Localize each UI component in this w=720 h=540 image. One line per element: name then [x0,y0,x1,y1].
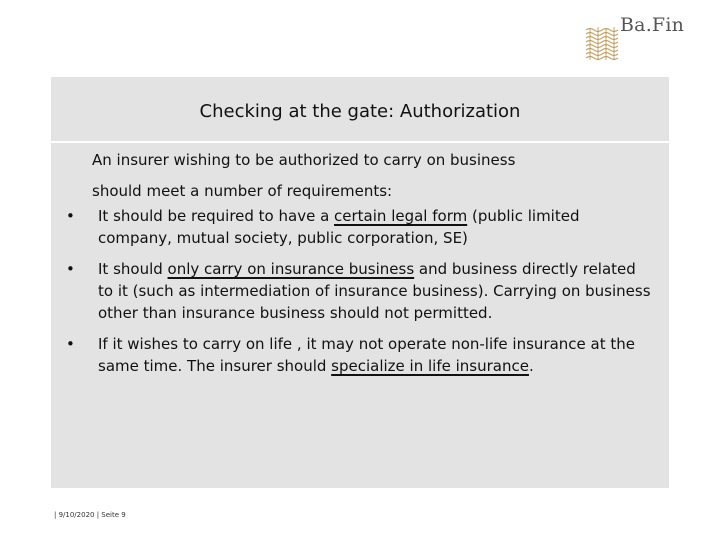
intro-line: An insurer wishing to be authorized to carry on business [92,151,516,169]
bullet-dot-icon: • [66,207,75,225]
bullet-text [98,258,654,324]
list-item [51,205,669,249]
bafin-logo [584,8,714,64]
bullet-text-segment: . [528,357,534,375]
emphasized-text: only carry on insurance business [167,260,415,278]
bullet-text-segment: If it wishes to carry on life , it may not operate non-life insurance at the same time. The insurer should [98,335,635,375]
slide-title: Checking at the gate: Authorization [199,101,521,122]
emphasized-text: specialize in life insurance [331,357,529,375]
slide-panel [51,77,669,488]
footer-page-info: | 9/10/2020 | Seite 9 [54,511,126,519]
bafin-logo-text: Ba.Fin [620,14,685,36]
list-item [51,258,669,324]
bafin-flag-icon [584,24,620,64]
bullet-dot-icon: • [66,335,75,353]
bullet-dot-icon: • [66,260,75,278]
intro-text [92,145,652,207]
bullet-text-segment: and business directly related to it (such as intermediation of insurance business). Carrying on business other than insurance business should not permitted. [98,260,651,322]
bullet-text-segment: It should be required to have a [98,207,335,225]
emphasized-text: certain legal form [334,207,468,225]
requirements-list [51,205,669,377]
bullet-text [98,205,654,249]
list-item [51,333,669,377]
bullet-text [98,333,654,377]
intro-line: should meet a number of requirements: [92,182,393,200]
title-band [51,77,669,143]
bullet-text-segment: It should [98,260,168,278]
bullet-text-segment: (public limited company, mutual society, public corporation, SE) [98,207,580,247]
